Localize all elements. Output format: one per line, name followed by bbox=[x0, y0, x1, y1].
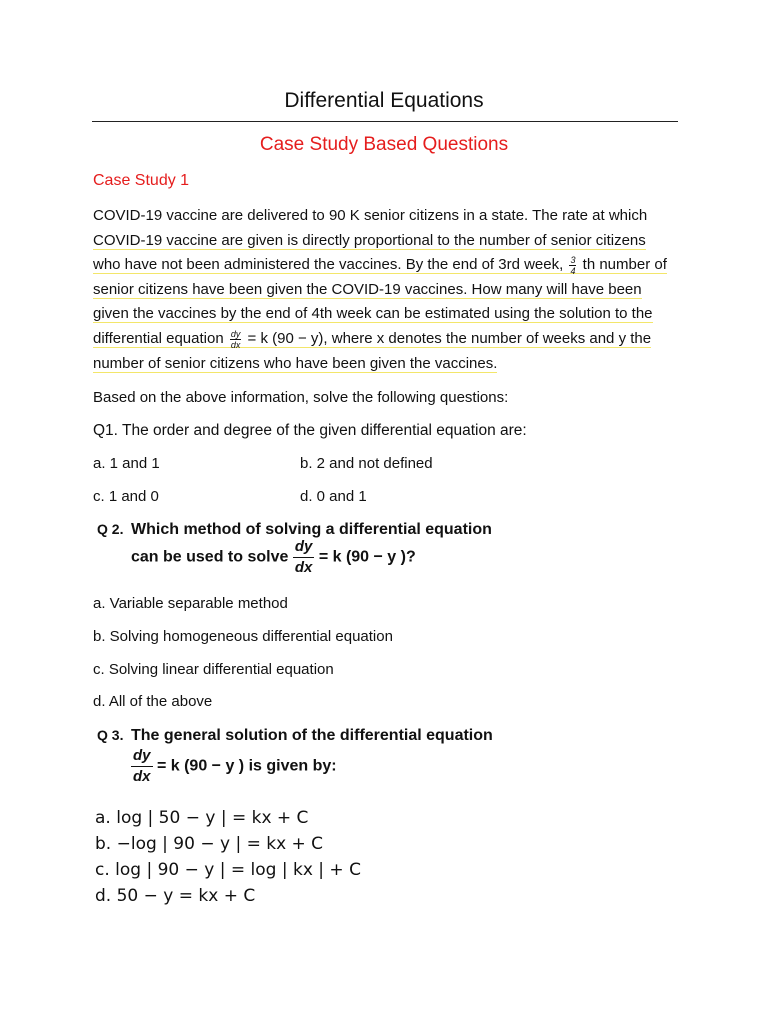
instruction-text: Based on the above information, solve the following questions: bbox=[93, 389, 509, 406]
paragraph-text: who have not been administered the vaccines. By the end of 3rd week, bbox=[93, 256, 564, 274]
question-1: Q1. The order and degree of the given differential equation are: bbox=[93, 422, 527, 439]
question-number: Q 2. bbox=[97, 521, 124, 537]
q3-option-d: d. 50 − y = kx + C bbox=[95, 886, 256, 906]
question-3-line2 bbox=[131, 746, 493, 787]
paragraph-text: given the vaccines by the end of 4th week can be estimated using the solution to the bbox=[93, 305, 653, 323]
fraction-denominator: dx bbox=[133, 768, 151, 785]
title-divider bbox=[92, 121, 678, 122]
paragraph-line bbox=[93, 204, 678, 229]
fraction-numerator: dy bbox=[230, 328, 241, 339]
question-2 bbox=[97, 521, 492, 578]
paragraph-line bbox=[93, 352, 678, 377]
q2-option-d: d. All of the above bbox=[93, 693, 213, 710]
paragraph-text: number of senior citizens who have been given the vaccines. bbox=[93, 354, 498, 372]
paragraph-text: COVID-19 vaccine are delivered to 90 K senior citizens in a state. The rate at which bbox=[93, 207, 648, 224]
question-text: = k (90 − y )? bbox=[318, 548, 416, 566]
q3-option-a: a. log | 50 − y | = kx + C bbox=[95, 808, 309, 828]
case-study-paragraph bbox=[93, 204, 678, 376]
paragraph-line bbox=[93, 229, 678, 254]
q2-option-a: a. Variable separable method bbox=[93, 595, 288, 612]
question-number: Q 3. bbox=[97, 727, 124, 743]
paragraph-text: differential equation bbox=[93, 329, 224, 347]
derivative-fraction bbox=[230, 329, 242, 350]
question-text: Which method of solving a differential equation bbox=[131, 521, 492, 538]
fraction-numerator: dy bbox=[293, 537, 315, 558]
derivative-fraction bbox=[293, 537, 315, 578]
fraction-denominator: dx bbox=[230, 339, 241, 350]
q3-option-c: c. log | 90 − y | = log | kx | + C bbox=[95, 860, 361, 880]
case-study-heading: Case Study 1 bbox=[93, 172, 190, 189]
document-title: Differential Equations bbox=[284, 89, 484, 112]
q1-option-b: b. 2 and not defined bbox=[300, 455, 433, 472]
question-3-line1 bbox=[97, 727, 493, 745]
fraction-numerator: dy bbox=[131, 746, 153, 767]
fraction-denominator: dx bbox=[294, 559, 313, 576]
paragraph-line bbox=[93, 327, 678, 352]
question-2-line2 bbox=[131, 537, 492, 578]
q2-option-c: c. Solving linear differential equation bbox=[93, 661, 334, 678]
q2-option-b: b. Solving homogeneous differential equation bbox=[93, 628, 393, 645]
q1-option-a: a. 1 and 1 bbox=[93, 455, 160, 472]
paragraph-text: COVID-19 vaccine are given is directly proportional to the number of senior citizens bbox=[93, 231, 646, 249]
paragraph-text: th number of bbox=[582, 256, 667, 274]
question-text: = k (90 − y ) is given by: bbox=[156, 757, 337, 775]
derivative-fraction bbox=[131, 746, 153, 787]
q1-option-d: d. 0 and 1 bbox=[300, 488, 367, 505]
question-text: The general solution of the differential equation bbox=[131, 727, 493, 744]
paragraph-line bbox=[93, 302, 678, 327]
question-3 bbox=[97, 727, 493, 787]
question-text: can be used to solve bbox=[131, 548, 289, 566]
fraction-three-quarters bbox=[569, 255, 576, 276]
q1-option-c: c. 1 and 0 bbox=[93, 488, 159, 505]
section-subtitle: Case Study Based Questions bbox=[259, 134, 509, 155]
paragraph-line bbox=[93, 278, 678, 303]
fraction-denominator: 4 bbox=[570, 265, 576, 276]
paragraph-text: = k (90 − y), where x denotes the number of weeks and y the bbox=[247, 329, 652, 347]
q3-option-b: b. −log | 90 − y | = kx + C bbox=[95, 834, 324, 854]
paragraph-text: senior citizens have been given the COVID-19 vaccines. How many will have been bbox=[93, 280, 642, 298]
fraction-numerator: 3 bbox=[570, 254, 576, 265]
paragraph-line bbox=[93, 253, 678, 278]
